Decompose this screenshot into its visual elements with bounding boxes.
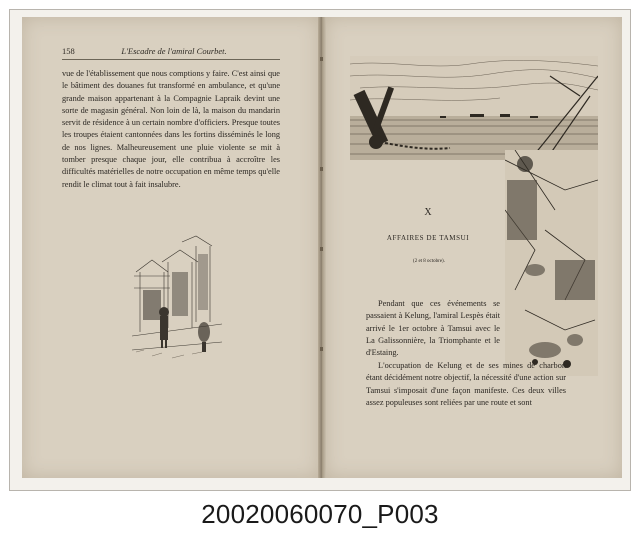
right-paragraph-2: L'occupation de Kelung et de ses mines de charbon étant décidément notre objectif, la nécessité d'une action sur Tamsui s'imposait d'une façon manifeste. Ces deux villes assez populeuses sont reliées par une route et sont — [366, 361, 566, 407]
street-scene-illustration — [132, 232, 222, 362]
left-body-text — [62, 68, 280, 191]
binding-stitch — [320, 57, 323, 61]
running-title: L'Escadre de l'amiral Courbet. — [121, 46, 227, 56]
running-header — [62, 46, 280, 60]
right-paragraph-1: Pendant que ces événements se passaient à Kelung, l'amiral Lespès était arrivé le 1er octobre à Tamsui avec le La Galissonnière, la Triomphante et le d'Estaing. — [366, 299, 500, 358]
right-body-text-lower — [366, 360, 566, 409]
binding-stitch — [320, 247, 323, 251]
harbor-anchor-ship-illustration — [350, 56, 598, 160]
binding-stitch — [320, 347, 323, 351]
binding-stitch — [320, 167, 323, 171]
shore-rocks-illustration — [505, 150, 598, 376]
shore-rocks-drawing — [505, 150, 598, 376]
chapter-number: X — [424, 207, 432, 218]
catalog-caption: 20020060070_P003 — [201, 499, 439, 529]
street-scene-drawing — [132, 232, 222, 362]
page-number: 158 — [62, 46, 75, 56]
chapter-date: (2 et 8 octobre). — [413, 259, 445, 264]
left-paragraph: vue de l'établissement que nous comptions y faire. C'est ainsi que le bâtiment des douanes fut transformé en ambulance, et qu'une grande maison appartenant à la Compagnie Lapraik devint une sorte de magasin général. Non loin de là, la maison du mandarin servit de résidence à un certain nombre d'officiers. Presque toutes les troupes étaient cantonnées dans les fortins disséminés le long de nos lignes. Malheureusement une pluie violente se mit à tomber presque chaque jour, elle contribua à accroître les difficultés matérielles de notre occupation en même temps qu'elle rendit le climat tout à fait insalubre. — [62, 69, 280, 189]
right-body-text-upper — [366, 298, 500, 359]
harbor-drawing — [350, 56, 598, 160]
chapter-title: AFFAIRES DE TAMSUI — [386, 234, 470, 242]
